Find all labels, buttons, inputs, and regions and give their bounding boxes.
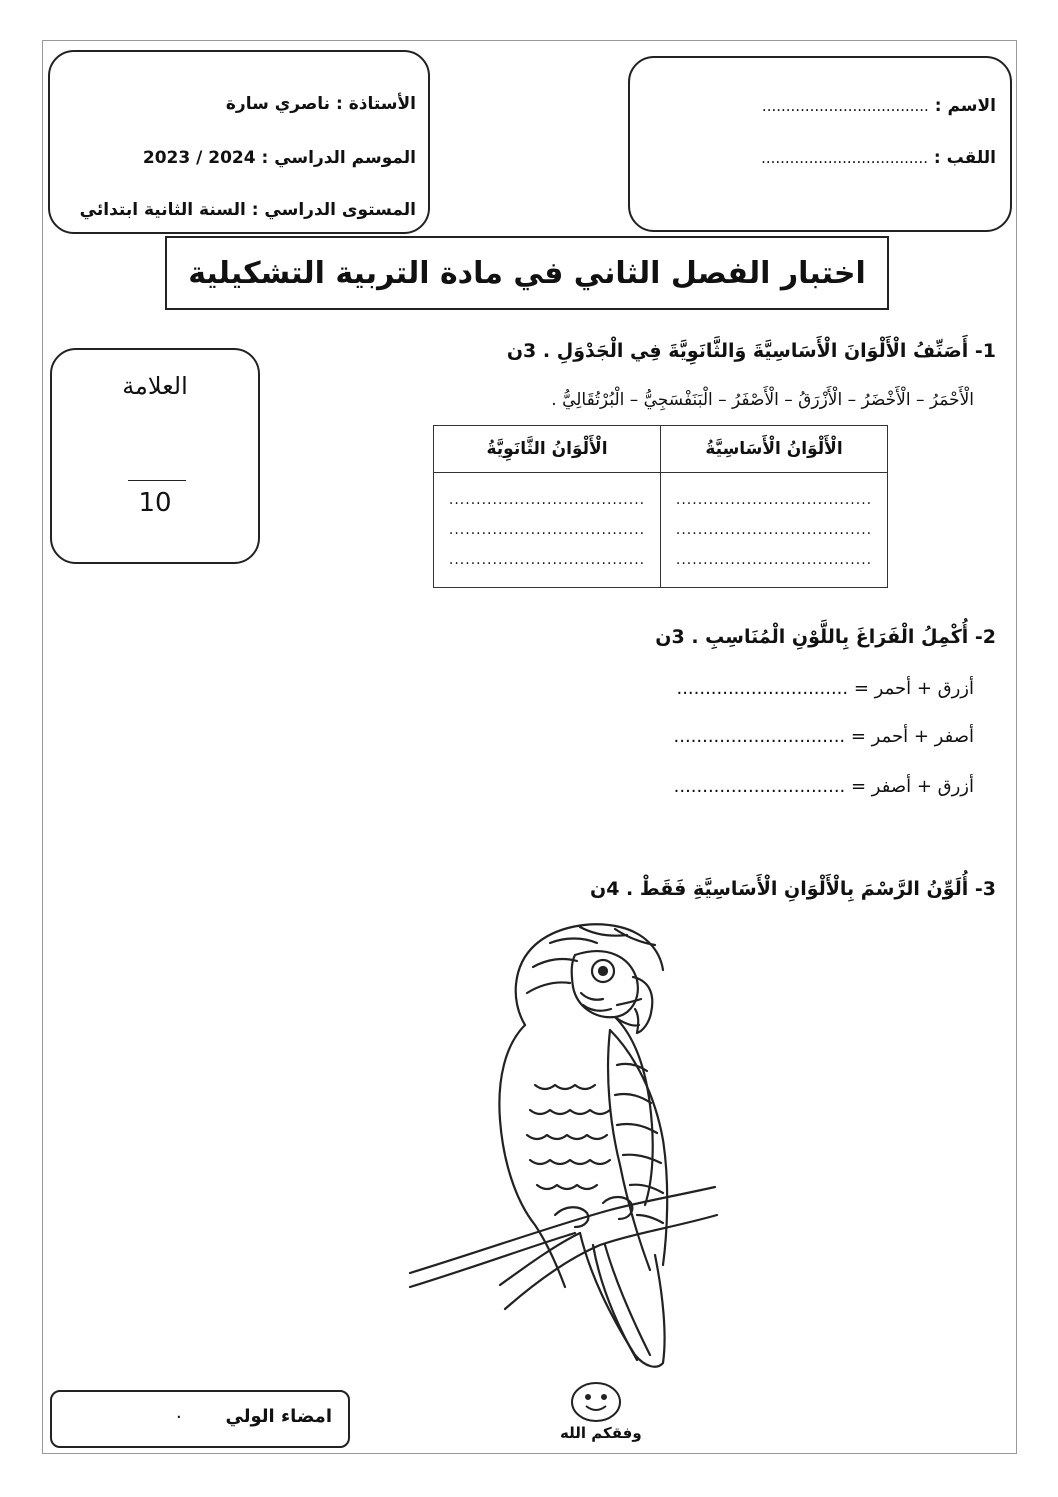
exam-title: اختبار الفصل الثاني في مادة التربية التشكيلية — [188, 255, 866, 291]
grade-denominator: 10 — [138, 488, 172, 518]
wishes-text: وفقكم الله — [560, 1424, 642, 1442]
exam-title-box — [165, 236, 889, 310]
q2-line-3[interactable]: أزرق + أصفر = .............................. — [673, 776, 974, 797]
q2-line-2[interactable]: أصفر + أحمر = .............................. — [673, 726, 974, 747]
level-line: المستوى الدراسي : السنة الثانية ابتدائي — [79, 200, 416, 220]
smiley-icon — [568, 1380, 624, 1424]
parent-signature-box[interactable] — [50, 1390, 350, 1448]
primary-answer-cell[interactable]: .................................... .................................... .................................... — [661, 473, 888, 588]
season-label: الموسم الدراسي : — [261, 148, 416, 168]
grade-box — [50, 348, 260, 564]
student-info-box — [628, 56, 1012, 232]
secondary-answer-cell[interactable]: .................................... .................................... .................................... — [434, 473, 661, 588]
table-header-secondary: الْأَلْوَانُ الثَّانَوِيَّةُ — [434, 426, 661, 473]
signature-label: امضاء الولي — [225, 1406, 332, 1427]
grade-fraction-line — [128, 480, 186, 481]
season-value: 2023 / 2024 — [142, 148, 256, 168]
parrot-coloring-illustration[interactable] — [405, 915, 735, 1370]
teacher-info-box — [48, 50, 430, 234]
teacher-name: الأستاذة : ناصري سارة — [225, 94, 416, 114]
table-header-primary: الْأَلْوَانُ الْأَسَاسِيَّةُ — [661, 426, 888, 473]
q1-word-list: الْأَحْمَرُ – الْأَخْضَرُ – الْأَزْرَقُ – الْأَصْفَرُ – الْبَنَفْسَجِيُّ – الْبُرْتُقَالِيُّ . — [551, 390, 974, 410]
surname-label: اللقب : — [933, 148, 996, 168]
surname-field[interactable]: ................................... — [761, 149, 928, 167]
q2-line-1[interactable]: أزرق + أحمر = .............................. — [676, 678, 974, 699]
q1-prompt: 1- أَصَنِّفُ الْأَلْوَانَ الْأَسَاسِيَّةَ وَالثَّانَوِيَّةَ فِي الْجَدْوَلِ . 3ن — [506, 340, 996, 362]
signature-dot: . — [176, 1402, 182, 1423]
name-field[interactable]: ................................... — [761, 97, 929, 115]
q2-prompt: 2- أُكْمِلُ الْفَرَاغَ بِاللَّوْنِ الْمُنَاسِبِ . 3ن — [655, 626, 996, 648]
grade-label: العلامة — [122, 372, 188, 400]
name-label: الاسم : — [934, 96, 996, 116]
q3-prompt: 3- أُلَوِّنُ الرَّسْمَ بِالْأَلْوَانِ الْأَسَاسِيَّةِ فَقَطْ . 4ن — [589, 878, 996, 900]
q1-colors-table — [433, 425, 888, 588]
